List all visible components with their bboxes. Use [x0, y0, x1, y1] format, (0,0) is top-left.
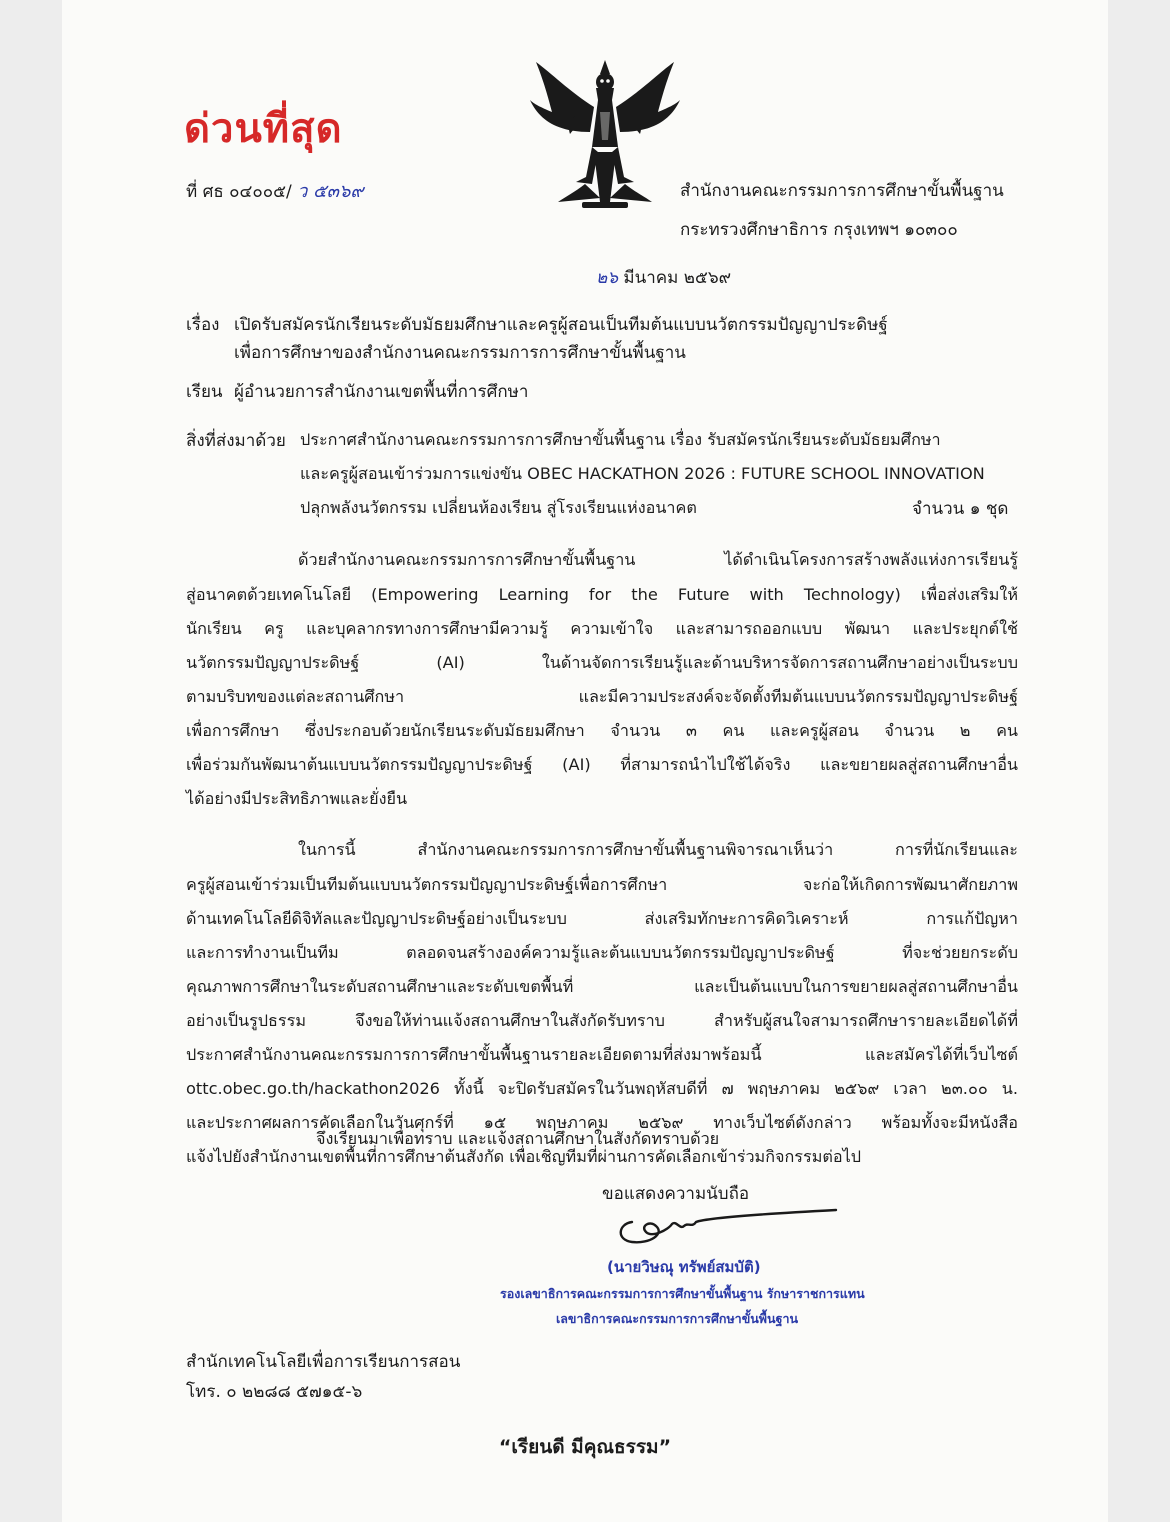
paragraph-line: ในการนี้ สำนักงานคณะกรรมการการศึกษาขั้นพื้นฐานพิจารณาเห็นว่า การที่นักเรียนและ — [298, 840, 1018, 859]
date-month-year: มีนาคม ๒๕๖๙ — [623, 268, 732, 288]
paragraph-line: ตามบริบทของแต่ละสถานศึกษา และมีความประสงค์จะจัดตั้งทีมต้นแบบนวัตกรรมปัญญาประดิษฐ์ — [186, 687, 1018, 706]
paragraph-line: สู่อนาคตด้วยเทคโนโลยี (Empowering Learning for the Future with Technology) เพื่อส่งเสริมให้ — [186, 585, 1018, 604]
recipient-label: เรียน — [186, 382, 223, 402]
paragraph-line: และประกาศผลการคัดเลือกในวันศุกร์ที่ ๑๕ พฤษภาคม ๒๕๖๙ ทางเว็บไซต์ดังกล่าว พร้อมทั้งจะมีหนังสือ — [186, 1113, 1018, 1132]
handwritten-signature-icon — [610, 1200, 840, 1250]
paragraph-line: อย่างเป็นรูปธรรม จึงขอให้ท่านแจ้งสถานศึกษาในสังกัดรับทราบ สำหรับผู้สนใจสามารถศึกษารายละเอียดได้ที่ — [186, 1011, 1018, 1030]
urgency-stamp: ด่วนที่สุด — [184, 106, 343, 152]
enclosure-line-1: ประกาศสำนักงานคณะกรรมการการศึกษาขั้นพื้นฐาน เรื่อง รับสมัครนักเรียนระดับมัธยมศึกษา — [300, 430, 941, 449]
footer-motto: “เรียนดี มีคุณธรรม” — [498, 1436, 672, 1458]
paragraph-line: นักเรียน ครู และบุคลากรทางการศึกษามีความรู้ ความเข้าใจ และสามารถออกแบบ พัฒนา และประยุกต์ใช้ — [186, 619, 1018, 638]
recipient-text: ผู้อำนวยการสำนักงานเขตพื้นที่การศึกษา — [234, 382, 529, 402]
closing-paragraph: จึงเรียนมาเพื่อทราบ และแจ้งสถานศึกษาในสังกัดทราบด้วย — [316, 1129, 720, 1148]
paragraph-line: นวัตกรรมปัญญาประดิษฐ์ (AI) ในด้านจัดการเรียนรู้และด้านบริหารจัดการสถานศึกษาอย่างเป็นระบบ — [186, 653, 1018, 672]
paragraph-line: ด้วยสำนักงานคณะกรรมการการศึกษาขั้นพื้นฐาน ได้ดำเนินโครงการสร้างพลังแห่งการเรียนรู้ — [298, 550, 1018, 569]
document-reference — [186, 176, 364, 205]
paragraph-line: คุณภาพการศึกษาในระดับสถานศึกษาและระดับเขตพื้นที่ และเป็นต้นแบบในการขยายผลสู่สถานศึกษาอื่น — [186, 977, 1018, 996]
paragraph-line: และการทำงานเป็นทีม ตลอดจนสร้างองค์ความรู้และต้นแบบนวัตกรรมปัญญาประดิษฐ์ ที่จะช่วยยกระดับ — [186, 943, 1018, 962]
paragraph-line: ได้อย่างมีประสิทธิภาพและยั่งยืน — [186, 789, 408, 808]
signature-closing: ขอแสดงความนับถือ — [602, 1184, 750, 1204]
garuda-emblem-icon — [530, 52, 680, 212]
date-day: ๒๖ — [596, 268, 618, 288]
signatory-name: (นายวิษณุ ทรัพย์สมบัติ) — [607, 1258, 761, 1276]
enclosure-count: จำนวน ๑ ชุด — [912, 499, 1009, 519]
subject-line-1: เปิดรับสมัครนักเรียนระดับมัธยมศึกษาและครูผู้สอนเป็นทีมต้นแบบนวัตกรรมปัญญาประดิษฐ์ — [234, 315, 888, 335]
reference-prefix: ที่ ศธ ๐๔๐๐๕/ — [186, 182, 292, 202]
paragraph-line: แจ้งไปยังสำนักงานเขตพื้นที่การศึกษาต้นสังกัด เพื่อเชิญทีมที่ผ่านการคัดเลือกเข้าร่วมกิจกรรมต่อไป — [186, 1147, 862, 1166]
enclosure-line-2: และครูผู้สอนเข้าร่วมการแข่งขัน OBEC HACKATHON 2026 : FUTURE SCHOOL INNOVATION — [300, 464, 985, 483]
enclosure-line-3: ปลุกพลังนวัตกรรม เปลี่ยนห้องเรียน สู่โรงเรียนแห่งอนาคต — [300, 498, 697, 517]
paragraph-line: ประกาศสำนักงานคณะกรรมการการศึกษาขั้นพื้นฐานรายละเอียดตามที่ส่งมาพร้อมนี้ และสมัครได้ที่เว็บไซต์ — [186, 1045, 1018, 1064]
enclosure-label: สิ่งที่ส่งมาด้วย — [186, 431, 286, 451]
subject-label: เรื่อง — [186, 315, 220, 335]
paragraph-line: เพื่อการศึกษา ซึ่งประกอบด้วยนักเรียนระดับมัธยมศึกษา จำนวน ๓ คน และครูผู้สอน จำนวน ๒ คน — [186, 721, 1018, 740]
document-page — [62, 0, 1108, 1522]
footer-phone: โทร. ๐ ๒๒๘๘ ๕๗๑๕-๖ — [186, 1382, 363, 1402]
paragraph-line: เพื่อร่วมกันพัฒนาต้นแบบนวัตกรรมปัญญาประดิษฐ์ (AI) ที่สามารถนำไปใช้ได้จริง และขยายผลสู่สถานศึกษาอื่น — [186, 755, 1018, 774]
paragraph-line: ครูผู้สอนเข้าร่วมเป็นทีมต้นแบบนวัตกรรมปัญญาประดิษฐ์เพื่อการศึกษา จะก่อให้เกิดการพัฒนาศักยภาพ — [186, 875, 1018, 894]
subject-line-2: เพื่อการศึกษาของสำนักงานคณะกรรมการการศึกษาขั้นพื้นฐาน — [234, 343, 686, 363]
reference-number: ว ๕๓๖๙ — [297, 181, 364, 202]
paragraph-line: ด้านเทคโนโลยีดิจิทัลและปัญญาประดิษฐ์อย่างเป็นระบบ ส่งเสริมทักษะการคิดวิเคราะห์ การแก้ปัญหา — [186, 909, 1018, 928]
office-address: กระทรวงศึกษาธิการ กรุงเทพฯ ๑๐๓๐๐ — [680, 220, 958, 240]
footer-department: สำนักเทคโนโลยีเพื่อการเรียนการสอน — [186, 1352, 461, 1372]
document-date — [596, 264, 731, 291]
paragraph-line: ottc.obec.go.th/hackathon2026 ทั้งนี้ จะปิดรับสมัครในวันพฤหัสบดีที่ ๗ พฤษภาคม ๒๕๖๙ เวลา ๒๓.๐๐ น. — [186, 1079, 1018, 1098]
issuing-office: สำนักงานคณะกรรมการการศึกษาขั้นพื้นฐาน — [680, 181, 1004, 201]
signatory-position-2: เลขาธิการคณะกรรมการการศึกษาขั้นพื้นฐาน — [556, 1311, 799, 1326]
signatory-position-1: รองเลขาธิการคณะกรรมการการศึกษาขั้นพื้นฐาน รักษาราชการแทน — [500, 1286, 865, 1301]
